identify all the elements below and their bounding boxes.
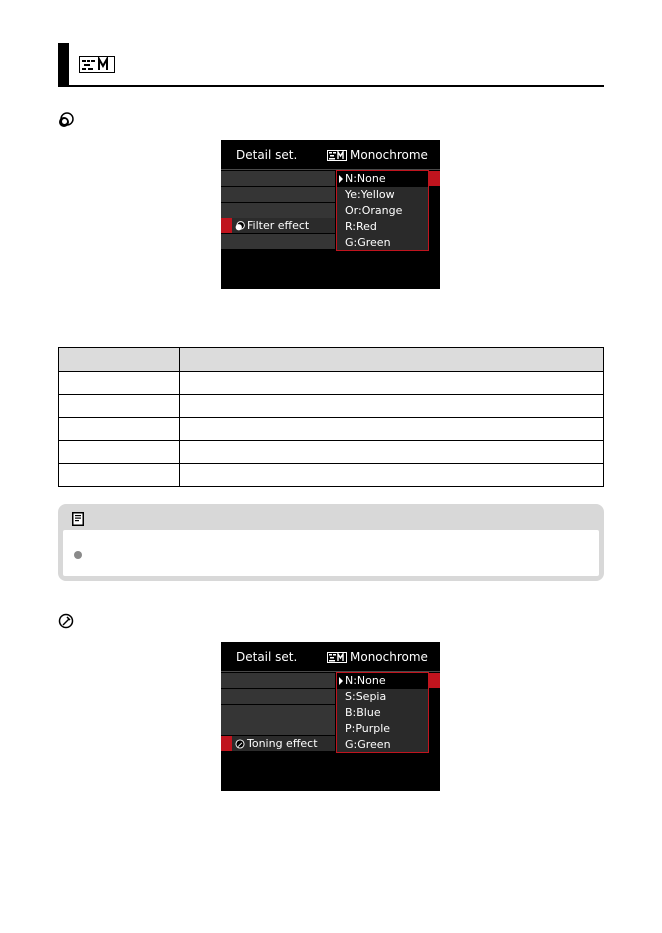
table-cell (59, 418, 180, 441)
option-item[interactable] (337, 689, 428, 705)
row-label: Toning effect (247, 737, 318, 750)
toning-effect-icon (58, 613, 74, 629)
section-heading (58, 43, 604, 87)
option-item[interactable] (337, 721, 428, 737)
option-label: N:None (345, 674, 386, 687)
selection-marker (221, 218, 232, 233)
option-label: B:Blue (345, 706, 381, 719)
toning-options-dropdown[interactable] (336, 672, 429, 753)
row-label: Filter effect (247, 219, 310, 232)
selected-arrow-icon (339, 175, 343, 183)
scrollbar-thumb[interactable] (428, 673, 440, 688)
menu-row (221, 234, 335, 249)
toning-effect-icon (235, 739, 245, 749)
menu-row-filter-effect[interactable] (221, 218, 335, 233)
scrollbar-thumb[interactable] (428, 171, 440, 186)
option-item[interactable] (337, 705, 428, 721)
screen-header (221, 642, 440, 672)
option-item[interactable] (337, 673, 428, 689)
menu-row (221, 187, 335, 202)
table-header-row (59, 348, 604, 372)
table-cell (180, 464, 604, 487)
option-item[interactable] (337, 219, 428, 235)
table-row (59, 464, 604, 487)
menu-row (221, 720, 335, 735)
option-label: G:Green (345, 738, 391, 751)
table-cell (180, 372, 604, 395)
option-item[interactable] (337, 187, 428, 203)
option-label: S:Sepia (345, 690, 387, 703)
filter-effect-screen (221, 140, 440, 289)
table-cell (59, 441, 180, 464)
screen-title: Detail set. (236, 148, 298, 162)
screen-mode-label: Monochrome (350, 650, 428, 664)
screen-mode-label: Monochrome (350, 148, 428, 162)
table-cell (180, 441, 604, 464)
menu-row (221, 689, 335, 704)
table-cell (59, 395, 180, 418)
menu-row (221, 673, 335, 688)
option-label: Ye:Yellow (345, 188, 395, 201)
menu-row (221, 705, 335, 720)
option-label: Or:Orange (345, 204, 403, 217)
option-item[interactable] (337, 171, 428, 187)
table-cell (180, 418, 604, 441)
menu-row-toning-effect[interactable] (221, 736, 335, 751)
table-cell (59, 372, 180, 395)
option-item[interactable] (337, 737, 428, 753)
heading-rule (58, 85, 604, 87)
screen-header (221, 140, 440, 170)
option-item[interactable] (337, 203, 428, 219)
table-cell (180, 395, 604, 418)
toning-effect-screen (221, 642, 440, 791)
monochrome-mode-icon (327, 652, 347, 663)
option-item[interactable] (337, 235, 428, 251)
menu-row (221, 203, 335, 218)
table-header-cell (180, 348, 604, 372)
monochrome-mode-icon (79, 56, 115, 73)
table-row (59, 395, 604, 418)
option-label: G:Green (345, 236, 391, 249)
note-box (58, 504, 604, 581)
screen-title: Detail set. (236, 650, 298, 664)
option-label: N:None (345, 172, 386, 185)
table-row (59, 372, 604, 395)
table-row (59, 441, 604, 464)
option-label: R:Red (345, 220, 377, 233)
memo-icon (72, 512, 84, 526)
monochrome-mode-icon (327, 150, 347, 161)
table-header-cell (59, 348, 180, 372)
bullet-icon (74, 551, 82, 559)
menu-row (221, 171, 335, 186)
selected-arrow-icon (339, 677, 343, 685)
table-cell (59, 464, 180, 487)
heading-bar (58, 43, 69, 86)
selection-marker (221, 736, 232, 751)
table-row (59, 418, 604, 441)
note-content (63, 530, 599, 576)
filter-options-dropdown[interactable] (336, 170, 429, 251)
option-label: P:Purple (345, 722, 391, 735)
filter-effect-table (58, 347, 604, 487)
filter-effect-icon (58, 112, 74, 128)
filter-effect-icon (235, 221, 245, 231)
